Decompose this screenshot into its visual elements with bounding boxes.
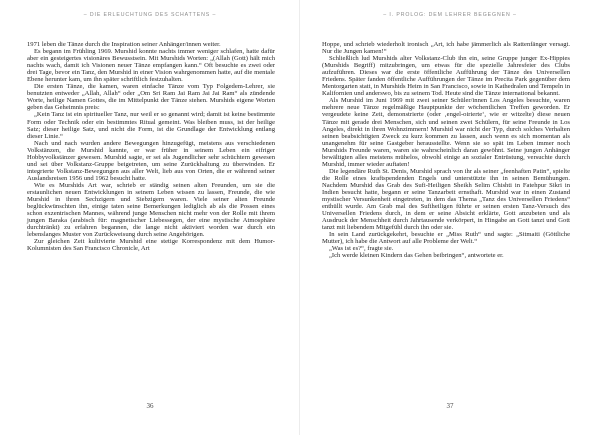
paragraph: Hoppe, und schrieb wiederholt ironisch „Art, ich habe jämmerlich als Rattenfänger versagt. Nur die Jungen kamen!“ [322,41,570,56]
quote-paragraph: „Kein Tanz ist ein spiritueller Tanz, nur weil er so genannt wird; damit ist keine bestimmte Form oder Technik oder ein bestimmtes Ritual gemeint. Was bleiben muss, ist der heilige Satz; dieser heilige Satz, und nicht die Form, ist die Grundlage der Entwicklung entlang dieser Linie.“ [27,111,275,140]
dialogue-paragraph: „Ich werde kleinen Kindern das Gehen beibringen“, antwortete er. [329,252,504,260]
running-head-right: – I. PROLOG: DEM LEHRER BEGEGNEN – [383,12,517,18]
dialogue-paragraph: „Was ist es?“, fragte sie. [329,245,394,253]
page-number-right: 37 [446,402,454,410]
paragraph: Als Murshid im Juni 1969 mit zwei seiner Schüler/innen Los Angeles besuchte, waren mehrere neue Tänze regelmäßige Hauptpunkte der wöchentlichen Treffen geworden. Er vergeudete keine Zeit, demonstrierte (oder ‚engel-oirierte‘, wie er witzelte) diese neuen Tänze mit gerade drei Menschen, sich und seinen zwei Schülern, für seine Freunde in Los Angeles, direkt in ihren Wohnzimmern! Murshid war nicht der Typ, durch solches Verhalten seinen beabsichtigten Zweck zu kurz kommen zu lassen, auch wenn es sich momentan als unangenehm für seine Gastgeber herausstellte. Wenn sie so spät im Leben immer noch Murshids Freunde waren, waren sie wahrscheinlich daran gewöhnt. Seine jungen Anhänger bewältigten alles meistens mühelos, obwohl einige an sozialer Entrüstung, versuchte durch Murshid, immer wieder auftaten! [322,97,570,168]
right-page [300,0,600,435]
paragraph: Es begann im Frühling 1969. Murshid konnte nachts immer weniger schlafen, hatte dafür aber ein gesteigertes visionäres Bewusstsein. Mit Murshids Worten: „(Allah (Gott) hält mich nachts wach, damit ich Visionen neuer Tänze empfangen kann.“ Oft besuchte es zwei oder drei Tage, bevor ein Tanz, den Murshid in einer Vision wahrgenommen hatte, auf die mentale Ebene herunter kam, um ihn später schriftlich festzuhalten. [27,48,275,84]
paragraph: Schließlich lud Murshids alter Volkstanz-Club ihn ein, seine Gruppe junger Ex-Hippies (Murshids Begriff) mitzubringen, um etwas für die spezielle Jahresfeier des Clubs aufzuführen. Dieses war die erste öffentliche Aufführung der Tänze des Universellen Friedens. Später fanden öffentliche Aufführungen der Tänze im Precita Park gegenüber dem Mentorgarten statt, in Murshids Heim in San Francisco, sowie in Kathedralen und Tempeln in Kalifornien und anderswo, bis zu seinem Tod. Heute sind die Tänze international bekannt. [322,55,570,98]
left-page-text [27,41,275,252]
right-page-text [322,41,570,259]
paragraph: Wie es Murshids Art war, schrieb er ständig seinen alten Freunden, um sie die erstaunlichen neuen Entwicklungen in seinem Leben wissen zu lassen, Freunde, die wie Murshid in ihren Sechzigern und Siebzigern waren. Viele seiner alten Freunde beglückwünschten ihn, einige taten seine Bemerkungen lediglich ab als die Possen eines schon exzentrischen Mannes, während junge Menschen nicht mehr von der Rolle mit ihrem jungen Baraka (arabisch für: magnetischer Liebessegen, der eine mystische Atmosphäre durchtränkt) zu erfahren begannen, die lange nicht aktiviert worden war durch ein lebenslanges Muster von Zurückweisung durch seine Angehörigen. [27,181,275,239]
paragraph: Nach und nach wurden andere Bewegungen hinzugefügt, meistens aus verschiedenen Volkstänzen, die Murshid kannte, er war früher in seinem Leben ein eifriger Hobbyvolkstänzer gewesen. Murshid sagte, er sei als Jugendlicher sehr schüchtern gewesen und sei über Volkstanz-Gruppe beigetreten, um seine Zurückhaltung zu überwinden. Er integrierte Volkstanz-Bewegungen aus aller Welt, lieb aus von Orten, die er während seiner Auslandsreisen 1956 und 1962 besucht hatte. [27,139,275,182]
paragraph: Die legendäre Ruth St. Denis, Murshid sprach von ihr als seiner „feenhaften Patin“, spielte die Rolle eines kraftspendenden Engels und unterstützte ihn in seinen Bemühungen. Nachdem Murshid das Grab des Sufi-Heiligen Sheikh Selim Chishti in Fatehpur Sikri in Indien besucht hatte, begann er seine Tanzarbeit ernsthaft. Murshid war in einen Zustand mystischer Versunkenheit eingetreten, in dem das Thema „Tanz des Universellen Friedens“ enthüllt wurde. Am Grab mal des Sufiheiligen führte er seinen ersten Tanz-Versuch des Universellen Friedens durch, in dem er seine Absicht erklärte, Gott anzubeten und als Ausdruck der Menschheit durch Jahrtausende verkörpert, in Hingabe an Gott tanzt und Gott tanzt mit liebendem Mitgefühl durch ihn oder sie. [322,167,570,232]
paragraph: Die ersten Tänze, die kamen, waren einfache Tänze vom Typ Folgedem-Lehrer, sie benutzten entweder „Allah, Allah“ oder „Om Sri Ram Jai Ram Jai Jai Ram“ als zündende Worte, heilige Namen Gottes, die im Mittelpunkt der Tänze stehen. Murshids eigene Worten geben das Geheimnis preis: [27,83,275,112]
running-head-left: – DIE ERLEUCHTUNG DES SCHATTENS – [83,12,217,18]
paragraph: 1971 leben die Tänze durch die Inspiration seiner Anhänger/innen weiter. [27,41,221,48]
page-number-left: 36 [146,402,154,410]
paragraph: Zur gleichen Zeit kultivierte Murshid eine stetige Korrespondenz mit dem Humor-Kolumnisten des San Francisco Chronicle, Art [27,238,275,253]
paragraph: In sein Land zurückgekehrt, besuchte er „Miss Ruth“ und sagte: „Sitmaiti (Göttliche Mutter), ich habe die Antwort auf alle Probleme der Welt.“ [322,231,570,246]
